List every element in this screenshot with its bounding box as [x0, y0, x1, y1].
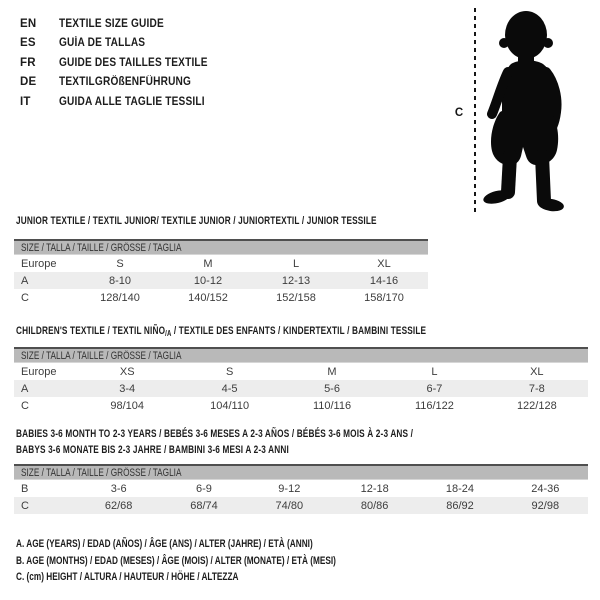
- size-cell: 14-16: [369, 274, 399, 287]
- table-row: [14, 272, 428, 289]
- language-list: [20, 14, 228, 112]
- row-label: A: [21, 382, 29, 395]
- size-cell: 104/110: [210, 399, 250, 412]
- size-cell: L: [292, 257, 300, 270]
- size-cell: 74/80: [275, 499, 304, 512]
- size-cell: 116/122: [414, 399, 454, 412]
- size-cell: 80/86: [360, 499, 389, 512]
- size-cell: 98/104: [110, 399, 145, 412]
- lang-code: EN: [20, 17, 37, 30]
- size-header-label: SIZE / TALLA / TAILLE / GRÖSSE / TAGLIA: [21, 466, 182, 479]
- size-cell: 12-18: [360, 482, 389, 495]
- size-header-label: SIZE / TALLA / TAILLE / GRÖSSE / TAGLIA: [21, 241, 182, 254]
- size-cell: 18-24: [445, 482, 475, 495]
- size-cell: 140/152: [188, 291, 228, 304]
- children-section-title: CHILDREN'S TEXTILE / TEXTIL $NIÑO_{/A}$ / TEXTILE DES ENFANTS / KINDERTEXTIL / BAMBINI TESSILE: [16, 325, 427, 338]
- lang-label: GUIDA ALLE TAGLIE TESSILI: [59, 95, 205, 108]
- table-row: [14, 380, 588, 397]
- size-cell: 68/74: [190, 499, 218, 512]
- lang-row-fr: [20, 53, 228, 73]
- size-cell: 10-12: [193, 274, 223, 287]
- note-age-years: A. AGE (YEARS) / EDAD (AÑOS) / ÂGE (ANS) / ALTER (JAHRE) / ETÀ (ANNI): [16, 538, 313, 551]
- size-cell: 92/98: [531, 499, 560, 512]
- lang-row-en: [20, 14, 228, 34]
- legend-notes: [16, 536, 443, 586]
- lang-code: IT: [20, 95, 31, 108]
- size-cell: M: [203, 257, 213, 270]
- babies-size-table: [14, 464, 588, 514]
- table-row: [14, 363, 588, 380]
- size-cell: XL: [377, 257, 391, 270]
- row-label: B: [21, 482, 29, 495]
- size-cell: 24-36: [531, 482, 560, 495]
- lang-row-it: [20, 92, 228, 112]
- table-row: [14, 497, 588, 514]
- figure-height-label: C: [454, 107, 464, 119]
- table-row: [14, 255, 428, 272]
- lang-code: DE: [20, 76, 37, 89]
- size-header-bar: [14, 347, 588, 363]
- row-label: C: [21, 291, 29, 304]
- row-label: A: [21, 274, 29, 287]
- lang-label: TEXTILGRÖßENFÜHRUNG: [59, 76, 192, 89]
- size-cell: 8-10: [108, 274, 132, 287]
- size-cell: 86/92: [446, 499, 474, 512]
- size-header-bar: [14, 239, 428, 255]
- size-cell: 3-6: [110, 482, 127, 495]
- table-row: [14, 289, 428, 306]
- height-measure-dashed-line: [474, 8, 476, 213]
- children-size-table: [14, 347, 588, 414]
- size-cell: 6-7: [426, 382, 443, 395]
- size-cell: 3-4: [119, 382, 136, 395]
- size-cell: 158/170: [364, 291, 404, 304]
- size-cell: 122/128: [516, 399, 557, 412]
- note-height-cm: C. (cm) HEIGHT / ALTURA / HAUTEUR / HÖHE / ALTEZZA: [16, 571, 239, 584]
- size-cell: 152/158: [276, 291, 316, 304]
- size-cell: 62/68: [104, 499, 133, 512]
- lang-label: TEXTILE SIZE GUIDE: [59, 17, 164, 30]
- size-cell: 9-12: [278, 482, 301, 495]
- baby-silhouette-icon: [483, 8, 573, 213]
- lang-row-es: [20, 34, 228, 54]
- size-header-label: SIZE / TALLA / TAILLE / GRÖSSE / TAGLIA: [21, 349, 182, 362]
- junior-section-title: JUNIOR TEXTILE / TEXTIL JUNIOR/ TEXTILE JUNIOR / JUNIORTEXTIL / JUNIOR TESSILE: [16, 215, 377, 227]
- size-cell: S: [225, 365, 234, 378]
- row-label: Europe: [21, 365, 57, 378]
- size-cell: XS: [119, 365, 135, 378]
- row-label: C: [21, 399, 29, 412]
- lang-row-de: [20, 73, 228, 93]
- size-header-bar: [14, 464, 588, 480]
- lang-label: GUÍA DE TALLAS: [59, 37, 146, 50]
- size-cell: 4-5: [221, 382, 238, 395]
- junior-size-table: [14, 239, 428, 306]
- size-cell: L: [431, 365, 438, 378]
- row-label: C: [21, 499, 29, 512]
- table-row: [14, 397, 588, 414]
- size-cell: 5-6: [324, 382, 340, 395]
- size-cell: 7-8: [528, 382, 545, 395]
- table-row: [14, 480, 588, 497]
- size-cell: M: [327, 365, 337, 378]
- size-cell: 110/116: [312, 399, 352, 412]
- size-cell: 12-13: [281, 274, 311, 287]
- lang-code: FR: [20, 56, 36, 69]
- size-cell: S: [116, 257, 124, 270]
- size-cell: XL: [530, 365, 544, 378]
- size-cell: 128/140: [100, 291, 140, 304]
- note-age-months: B. AGE (MONTHS) / EDAD (MESES) / ÂGE (MOIS) / ALTER (MONATE) / ETÀ (MESI): [16, 554, 336, 567]
- lang-label: GUIDE DES TAILLES TEXTILE: [59, 56, 208, 69]
- lang-code: ES: [20, 37, 36, 50]
- subscript-a: /A: [165, 329, 172, 338]
- row-label: Europe: [21, 257, 57, 270]
- babies-section-title: BABIES 3-6 MONTH TO 2-3 YEARS / BEBÉS 3-6 MESES A 2-3 AÑOS / BÉBÉS 3-6 MOIS À 2-3 ANS / BABYS 3-6 MONATE BIS 2-3 JAHRE / BAMBINI 3-6 MESI A 2-3 ANNI: [16, 428, 414, 456]
- size-cell: 6-9: [196, 482, 212, 495]
